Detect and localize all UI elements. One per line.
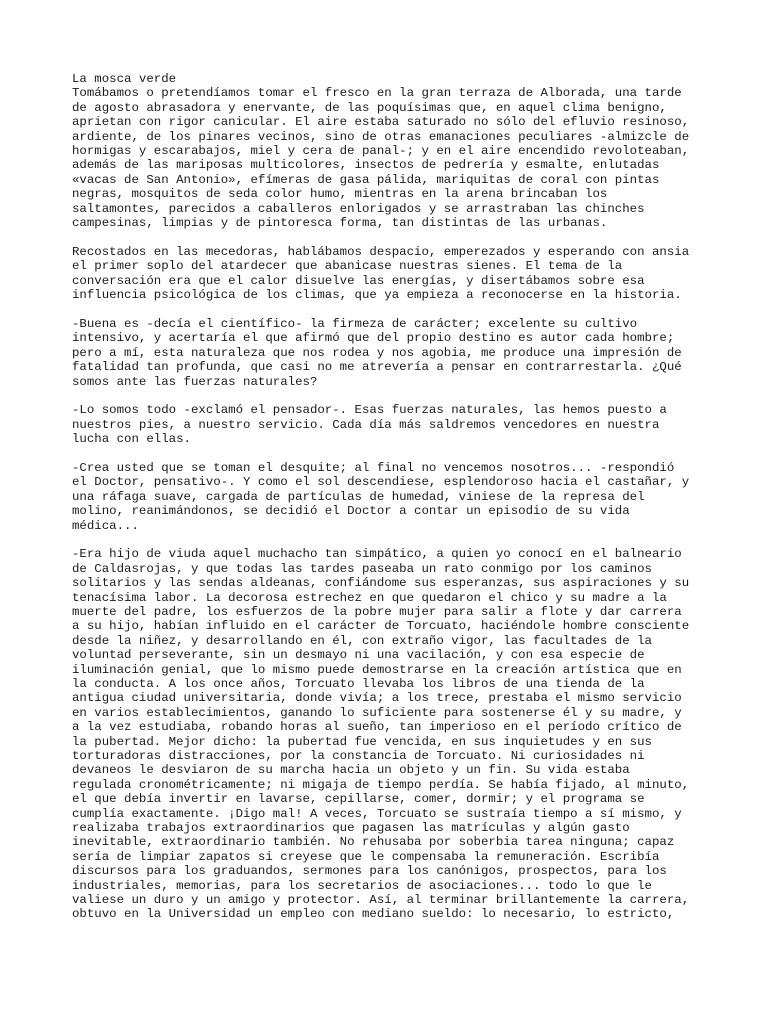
text-line: nuestros pies, a nuestro servicio. Cada día más saldremos vencedores en nuestra [72,417,660,432]
paragraph [72,403,712,446]
text-line: a su hijo, habían influido en el carácter de Torcuato, haciéndole hombre consciente [72,619,690,634]
text-line: antigua ciudad universitaria, donde vivía; a los trece, prestaba el mismo servicio [72,691,682,706]
paragraph [72,547,712,922]
text-line: torturadoras distracciones, por la constancia de Torcuato. Ni curiosidades ni [72,749,645,764]
text-line: ardiente, de los pinares vecinos, sino de otras emanaciones peculiares -almizcle de [72,129,690,144]
text-line: intensivo, y acertaría el que afirmó que del propio destino es autor cada hombre; [72,331,675,346]
text-line: inevitable, extraordinario también. No rehusaba por soberbia tarea ninguna; capaz [72,835,675,850]
text-line: conversación era que el calor disuelve las energías, y disertábamos sobre esa [72,273,645,288]
text-line: desde la niñez, y desarrollando en él, con extraño vigor, las facultades de la [72,633,652,648]
text-line: Tomábamos o pretendíamos tomar el fresco en la gran terraza de Alborada, una tarde [72,86,682,101]
document-title: La mosca verde [72,72,177,86]
text-line: negras, mosquitos de seda color humo, mientras en la arena brincaban los [72,187,608,202]
text-line: molino, reanimándonos, se decidió el Doctor a contar un episodio de su vida [72,504,630,519]
text-line: regulada cronométricamente; ni migaja de tiempo perdía. Se había fijado, al minuto, [72,777,690,792]
text-line: médica... [72,518,139,533]
text-line: aprietan con rigor canicular. El aire estaba saturado no sólo del efluvio resinoso, [72,115,690,130]
text-line: valiese un duro y un amigo y protector. Así, al terminar brillantemente la carrera, [72,893,690,908]
paragraph [72,461,712,533]
text-line: hormigas y escarabajos, miel y cera de panal-; y en el aire encendido revoloteaban, [72,144,690,159]
paragraph [72,317,712,389]
paragraph [72,86,712,230]
paragraph [72,245,712,303]
text-line: cumplía exactamente. ¡Digo mal! A veces, Torcuato se sustraía tiempo a sí mismo, y [72,806,682,821]
text-line: saltamontes, parecidos a caballeros enlorigados y se arrastraban las chinches [72,201,645,216]
text-line: lucha con ellas. [72,432,191,447]
text-line: -Buena es -decía el científico- la firmeza de carácter; excelente su cultivo [72,316,638,331]
text-line: pero a mí, esta naturaleza que nos rodea y nos agobia, me produce una impresión de [72,345,682,360]
text-line: devaneos le desviaron de su marcha hacia un objeto y un fin. Su vida estaba [72,763,630,778]
text-line: la pubertad. Mejor dicho: la pubertad fue vencida, en sus inquietudes y en sus [72,734,652,749]
text-line: -Crea usted que se toman el desquite; al final no vencemos nosotros... -respondió [72,460,675,475]
text-line: en varios establecimientos, ganando lo suficiente para sostenerse él y su madre, y [72,705,682,720]
text-line: de Caldasrojas, y que todas las tardes paseaba un rato conmigo por los caminos [72,561,652,576]
text-line: fatalidad tan profunda, que casi no me atrevería a pensar en contrarrestarla. ¿Qué [72,360,682,375]
text-line: muerte del padre, los esfuerzos de la pobre mujer para salir a flote y dar carrera [72,604,682,619]
text-line: -Era hijo de viuda aquel muchacho tan simpático, a quien yo conocí en el balneario [72,547,682,562]
text-line: somos ante las fuerzas naturales? [72,374,318,389]
text-line: el primer soplo del atardecer que abanicase nuestras sienes. El tema de la [72,259,623,274]
text-line: la conducta. A los once años, Torcuato llevaba los libros de una tienda de la [72,676,645,691]
text-line: discursos para los graduandos, sermones para los canónigos, prospectos, para los [72,864,667,879]
text-line: influencia psicológica de los climas, que ya empieza a reconocerse en la historia. [72,288,682,303]
text-line: tenacísima labor. La decorosa estrechez en que quedaron el chico y su madre a la [72,590,667,605]
text-line: iluminación genial, que lo mismo puede demostrarse en la creación artística que en [72,662,682,677]
text-line: además de las mariposas multicolores, insectos de pedrería y esmalte, enlutadas [72,158,660,173]
text-line: una ráfaga suave, cargada de partículas de humedad, viniese de la represa del [72,489,645,504]
document-body [72,86,712,921]
text-line: voluntad perseverante, sin un desmayo ni una vacilación, y con esa especie de [72,648,645,663]
text-line: «vacas de San Antonio», efímeras de gasa pálida, mariquitas de coral con pintas [72,172,660,187]
text-line: solitarios y las sendas aldeanas, confiándome sus esperanzas, sus aspiraciones y su [72,576,690,591]
text-line: -Lo somos todo -exclamó el pensador-. Esas fuerzas naturales, las hemos puesto a [72,403,667,418]
text-line: realizaba trabajos extraordinarios que pagasen las matrículas y algún gasto [72,821,630,836]
text-line: sería de limpiar zapatos si creyese que le compensaba la remuneración. Escribía [72,849,660,864]
text-line: el que debía invertir en lavarse, cepillarse, comer, dormir; y el programa se [72,792,645,807]
text-line: a la vez estudiaba, robando horas al sueño, tan imperioso en el período crítico de [72,720,682,735]
text-line: campesinas, limpias y de pintoresca forma, tan distintas de las urbanas. [72,216,608,231]
text-line: de agosto abrasadora y enervante, de las poquísimas que, en aquel clima benigno, [72,100,667,115]
text-line: el Doctor, pensativo-. Y como el sol descendiese, esplendoroso hacia el castañar, y [72,475,690,490]
text-line: industriales, memorias, para los secretarios de asociaciones... todo lo que le [72,878,652,893]
document-page [72,72,712,936]
text-line: Recostados en las mecedoras, hablábamos despacio, emperezados y esperando con ansia [72,244,690,259]
text-line: obtuvo en la Universidad un empleo con mediano sueldo: lo necesario, lo estricto, [72,907,675,922]
